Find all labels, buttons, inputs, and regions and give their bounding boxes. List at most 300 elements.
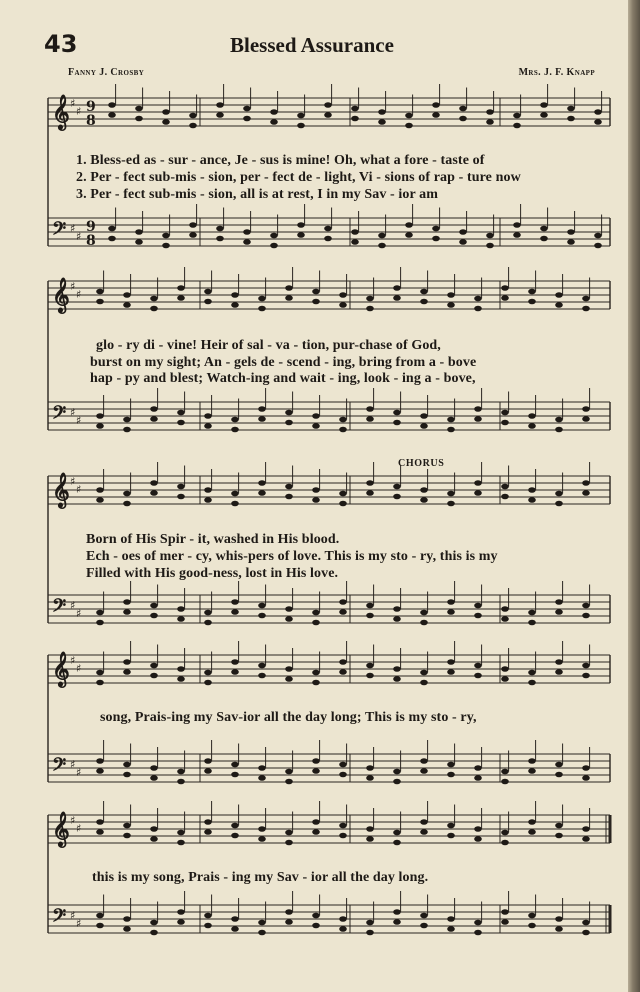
note-head: [513, 113, 521, 119]
note-head: [216, 226, 224, 232]
note-head: [339, 501, 347, 507]
note-head: [582, 613, 590, 619]
note-head: [393, 919, 401, 925]
note-head: [528, 299, 536, 305]
note-head: [285, 420, 293, 426]
note-head: [96, 299, 104, 305]
note-head: [270, 233, 278, 239]
note-head: [177, 484, 185, 490]
note-head: [378, 119, 386, 125]
note-head: [582, 603, 590, 609]
note-head: [513, 123, 521, 129]
note-head: [474, 613, 482, 619]
note-head: [555, 501, 563, 507]
note-head: [150, 416, 158, 422]
note-head: [447, 926, 455, 932]
note-head: [177, 494, 185, 500]
note-head: [393, 830, 401, 836]
note-head: [297, 113, 305, 119]
note-head: [177, 840, 185, 846]
note-head: [582, 663, 590, 669]
note-head: [204, 680, 212, 686]
note-head: [582, 490, 590, 496]
note-head: [339, 669, 347, 675]
note-head: [189, 123, 197, 129]
note-head: [96, 289, 104, 295]
note-head: [555, 417, 563, 423]
note-head: [513, 232, 521, 238]
note-head: [204, 913, 212, 919]
note-head: [582, 920, 590, 926]
note-head: [582, 673, 590, 679]
note-head: [123, 833, 131, 839]
note-head: [150, 490, 158, 496]
note-head: [96, 620, 104, 626]
lyric-line-verse3: Filled with His good-ness, lost in His love.: [86, 566, 339, 581]
note-head: [312, 670, 320, 676]
note-head: [150, 836, 158, 842]
note-head: [150, 930, 158, 936]
note-head: [216, 112, 224, 118]
note-head: [204, 423, 212, 429]
note-head: [312, 423, 320, 429]
note-head: [432, 226, 440, 232]
note-head: [540, 112, 548, 118]
note-head: [96, 423, 104, 429]
lyric-line-verse3: hap - py and blest; Watch-ing and wait - ing, look - ing a - bove,: [90, 371, 476, 386]
note-head: [582, 296, 590, 302]
note-head: [528, 923, 536, 929]
note-head: [459, 229, 467, 235]
note-head: [501, 909, 509, 915]
note-head: [258, 416, 266, 422]
note-head: [285, 616, 293, 622]
lyric-line-chorus: song, Prais-ing my Sav-ior all the day long; This is my sto - ry,: [100, 710, 477, 725]
note-head: [150, 920, 158, 926]
note-head: [123, 772, 131, 778]
note-head: [351, 229, 359, 235]
note-head: [339, 609, 347, 615]
note-head: [285, 909, 293, 915]
note-head: [339, 659, 347, 665]
note-head: [420, 487, 428, 493]
note-head: [366, 930, 374, 936]
note-head: [96, 758, 104, 764]
note-head: [312, 923, 320, 929]
note-head: [378, 109, 386, 115]
note-head: [177, 616, 185, 622]
note-head: [555, 926, 563, 932]
note-head: [162, 119, 170, 125]
note-head: [555, 772, 563, 778]
note-head: [258, 836, 266, 842]
note-head: [366, 920, 374, 926]
note-head: [270, 243, 278, 249]
note-head: [231, 926, 239, 932]
note-head: [393, 909, 401, 915]
note-head: [447, 599, 455, 605]
note-head: [555, 659, 563, 665]
note-head: [528, 819, 536, 825]
bass-clef-icon: 𝄢: [52, 595, 67, 621]
note-head: [582, 930, 590, 936]
note-head: [474, 603, 482, 609]
note-head: [231, 292, 239, 298]
note-head: [177, 295, 185, 301]
note-head: [447, 609, 455, 615]
note-head: [135, 116, 143, 122]
note-head: [420, 768, 428, 774]
note-head: [231, 427, 239, 433]
note-head: [204, 819, 212, 825]
note-head: [339, 926, 347, 932]
note-head: [366, 490, 374, 496]
note-head: [231, 762, 239, 768]
note-head: [285, 779, 293, 785]
note-head: [177, 779, 185, 785]
treble-clef-icon: 𝄞: [52, 95, 70, 130]
note-head: [177, 830, 185, 836]
note-head: [312, 289, 320, 295]
note-head: [123, 926, 131, 932]
note-head: [312, 758, 320, 764]
note-head: [393, 606, 401, 612]
note-head: [231, 302, 239, 308]
note-head: [486, 119, 494, 125]
note-head: [366, 416, 374, 422]
note-head: [285, 769, 293, 775]
note-head: [528, 423, 536, 429]
note-head: [594, 109, 602, 115]
note-head: [108, 102, 116, 108]
note-head: [366, 673, 374, 679]
note-head: [216, 236, 224, 242]
note-head: [285, 919, 293, 925]
lyric-line-verse1: glo - ry di - vine! Heir of sal - va - tion, pur-chase of God,: [96, 338, 441, 353]
sharp-icon: ♯: [70, 909, 76, 922]
note-head: [393, 420, 401, 426]
note-head: [420, 829, 428, 835]
note-head: [285, 285, 293, 291]
note-head: [297, 222, 305, 228]
note-head: [528, 670, 536, 676]
note-head: [540, 226, 548, 232]
sharp-icon: ♯: [76, 483, 82, 496]
note-head: [177, 909, 185, 915]
note-head: [594, 233, 602, 239]
note-head: [474, 416, 482, 422]
note-head: [231, 491, 239, 497]
note-head: [366, 480, 374, 486]
note-head: [405, 113, 413, 119]
note-head: [312, 620, 320, 626]
note-head: [582, 406, 590, 412]
lyric-line-verse2: burst on my sight; An - gels de - scend - ing, bring from a - bove: [90, 355, 477, 370]
note-head: [582, 836, 590, 842]
note-head: [555, 427, 563, 433]
note-head: [378, 233, 386, 239]
sharp-icon: ♯: [70, 406, 76, 419]
note-head: [150, 613, 158, 619]
note-head: [312, 680, 320, 686]
sharp-icon: ♯: [76, 607, 82, 620]
note-head: [96, 680, 104, 686]
note-head: [459, 106, 467, 112]
note-head: [123, 916, 131, 922]
note-head: [123, 491, 131, 497]
note-head: [150, 775, 158, 781]
note-head: [405, 232, 413, 238]
note-head: [339, 302, 347, 308]
note-head: [123, 427, 131, 433]
note-head: [135, 106, 143, 112]
note-head: [528, 768, 536, 774]
treble-clef-icon: 𝄞: [52, 278, 70, 313]
note-head: [96, 819, 104, 825]
note-head: [447, 659, 455, 665]
note-head: [420, 680, 428, 686]
note-head: [501, 285, 509, 291]
note-head: [582, 480, 590, 486]
note-head: [123, 417, 131, 423]
sharp-icon: ♯: [70, 599, 76, 612]
note-head: [501, 676, 509, 682]
lyric-line-chorus: this is my song, Prais - ing my Sav - ior all the day long.: [92, 870, 429, 885]
note-head: [474, 663, 482, 669]
note-head: [285, 606, 293, 612]
note-head: [420, 913, 428, 919]
bass-clef-icon: 𝄢: [52, 905, 67, 931]
note-head: [567, 116, 575, 122]
note-head: [231, 823, 239, 829]
note-head: [420, 497, 428, 503]
note-head: [258, 306, 266, 312]
note-head: [405, 222, 413, 228]
note-head: [258, 663, 266, 669]
note-head: [567, 229, 575, 235]
note-head: [312, 413, 320, 419]
note-head: [420, 289, 428, 295]
sharp-icon: ♯: [70, 475, 76, 488]
note-head: [351, 106, 359, 112]
note-head: [270, 109, 278, 115]
note-head: [258, 826, 266, 832]
note-head: [312, 768, 320, 774]
note-head: [123, 762, 131, 768]
note-head: [366, 406, 374, 412]
note-head: [582, 416, 590, 422]
note-head: [96, 923, 104, 929]
lyric-line-verse2: Ech - oes of mer - cy, whis-pers of love. This is my sto - ry, this is my: [86, 549, 498, 564]
note-head: [447, 501, 455, 507]
note-head: [501, 494, 509, 500]
note-head: [555, 916, 563, 922]
note-head: [528, 913, 536, 919]
note-head: [96, 497, 104, 503]
note-head: [231, 417, 239, 423]
note-head: [96, 610, 104, 616]
note-head: [393, 616, 401, 622]
note-head: [339, 833, 347, 839]
note-head: [420, 299, 428, 305]
sharp-icon: ♯: [76, 917, 82, 930]
note-head: [312, 497, 320, 503]
note-head: [123, 292, 131, 298]
note-head: [528, 610, 536, 616]
note-head: [324, 112, 332, 118]
sharp-icon: ♯: [76, 414, 82, 427]
note-head: [204, 289, 212, 295]
note-head: [204, 610, 212, 616]
note-head: [204, 923, 212, 929]
note-head: [258, 920, 266, 926]
note-head: [123, 302, 131, 308]
note-head: [96, 768, 104, 774]
chorus-label: CHORUS: [398, 458, 445, 469]
note-head: [366, 613, 374, 619]
note-head: [204, 299, 212, 305]
note-head: [555, 833, 563, 839]
note-head: [447, 669, 455, 675]
bass-clef-icon: 𝄢: [52, 218, 67, 244]
note-head: [312, 487, 320, 493]
note-head: [123, 609, 131, 615]
note-head: [528, 829, 536, 835]
note-head: [366, 765, 374, 771]
note-head: [162, 243, 170, 249]
hymn-number: 43: [44, 30, 78, 58]
sharp-icon: ♯: [76, 288, 82, 301]
note-head: [378, 243, 386, 249]
note-head: [285, 295, 293, 301]
note-head: [366, 836, 374, 842]
note-head: [501, 779, 509, 785]
note-head: [501, 295, 509, 301]
note-head: [96, 829, 104, 835]
note-head: [177, 606, 185, 612]
bass-clef-icon: 𝄢: [52, 402, 67, 428]
note-head: [501, 484, 509, 490]
note-head: [567, 106, 575, 112]
note-head: [204, 487, 212, 493]
hymn-title: Blessed Assurance: [230, 33, 394, 57]
note-head: [243, 116, 251, 122]
note-head: [150, 603, 158, 609]
note-head: [297, 123, 305, 129]
note-head: [420, 413, 428, 419]
note-head: [96, 413, 104, 419]
note-head: [528, 497, 536, 503]
note-head: [420, 670, 428, 676]
note-head: [177, 410, 185, 416]
note-head: [486, 243, 494, 249]
note-head: [285, 494, 293, 500]
note-head: [108, 236, 116, 242]
lyric-line-verse2: 2. Per - fect sub-mis - sion, per - fect de - light, Vi - sions of rap - ture now: [76, 170, 521, 185]
note-head: [474, 775, 482, 781]
note-head: [258, 673, 266, 679]
note-head: [231, 669, 239, 675]
note-head: [501, 666, 509, 672]
note-head: [432, 236, 440, 242]
lyric-line-verse1: 1. Bless-ed as - sur - ance, Je - sus is mine! Oh, what a fore - taste of: [76, 153, 485, 168]
note-head: [501, 919, 509, 925]
lyric-line-verse1: Born of His Spir - it, washed in His blood.: [86, 532, 340, 547]
sharp-icon: ♯: [70, 814, 76, 827]
note-head: [231, 659, 239, 665]
note-head: [366, 826, 374, 832]
note-head: [447, 916, 455, 922]
note-head: [528, 758, 536, 764]
note-head: [555, 292, 563, 298]
note-head: [270, 119, 278, 125]
note-head: [204, 768, 212, 774]
note-head: [393, 410, 401, 416]
note-head: [324, 102, 332, 108]
sharp-icon: ♯: [76, 662, 82, 675]
note-head: [366, 663, 374, 669]
treble-clef-icon: 𝄞: [52, 473, 70, 508]
note-head: [285, 410, 293, 416]
note-head: [474, 930, 482, 936]
note-head: [150, 296, 158, 302]
note-head: [123, 659, 131, 665]
note-head: [459, 239, 467, 245]
note-head: [150, 826, 158, 832]
note-head: [474, 480, 482, 486]
note-head: [258, 613, 266, 619]
note-head: [204, 829, 212, 835]
note-head: [243, 106, 251, 112]
note-head: [474, 826, 482, 832]
note-head: [393, 494, 401, 500]
note-head: [339, 292, 347, 298]
note-head: [447, 491, 455, 497]
note-head: [150, 306, 158, 312]
note-head: [258, 603, 266, 609]
treble-clef-icon: 𝄞: [52, 812, 70, 847]
note-head: [96, 487, 104, 493]
note-head: [501, 840, 509, 846]
note-head: [447, 417, 455, 423]
note-head: [501, 769, 509, 775]
note-head: [162, 109, 170, 115]
note-head: [555, 823, 563, 829]
note-head: [582, 775, 590, 781]
note-head: [258, 296, 266, 302]
note-head: [555, 609, 563, 615]
note-head: [204, 413, 212, 419]
note-head: [231, 501, 239, 507]
note-head: [474, 836, 482, 842]
note-head: [540, 102, 548, 108]
note-head: [555, 491, 563, 497]
note-head: [96, 670, 104, 676]
sharp-icon: ♯: [70, 222, 76, 235]
note-head: [447, 762, 455, 768]
book-spine: [628, 0, 640, 992]
note-head: [447, 833, 455, 839]
note-head: [312, 299, 320, 305]
note-head: [204, 670, 212, 676]
note-head: [204, 620, 212, 626]
note-head: [501, 420, 509, 426]
note-head: [582, 765, 590, 771]
note-head: [486, 233, 494, 239]
sharp-icon: ♯: [70, 280, 76, 293]
note-head: [459, 116, 467, 122]
note-head: [393, 769, 401, 775]
